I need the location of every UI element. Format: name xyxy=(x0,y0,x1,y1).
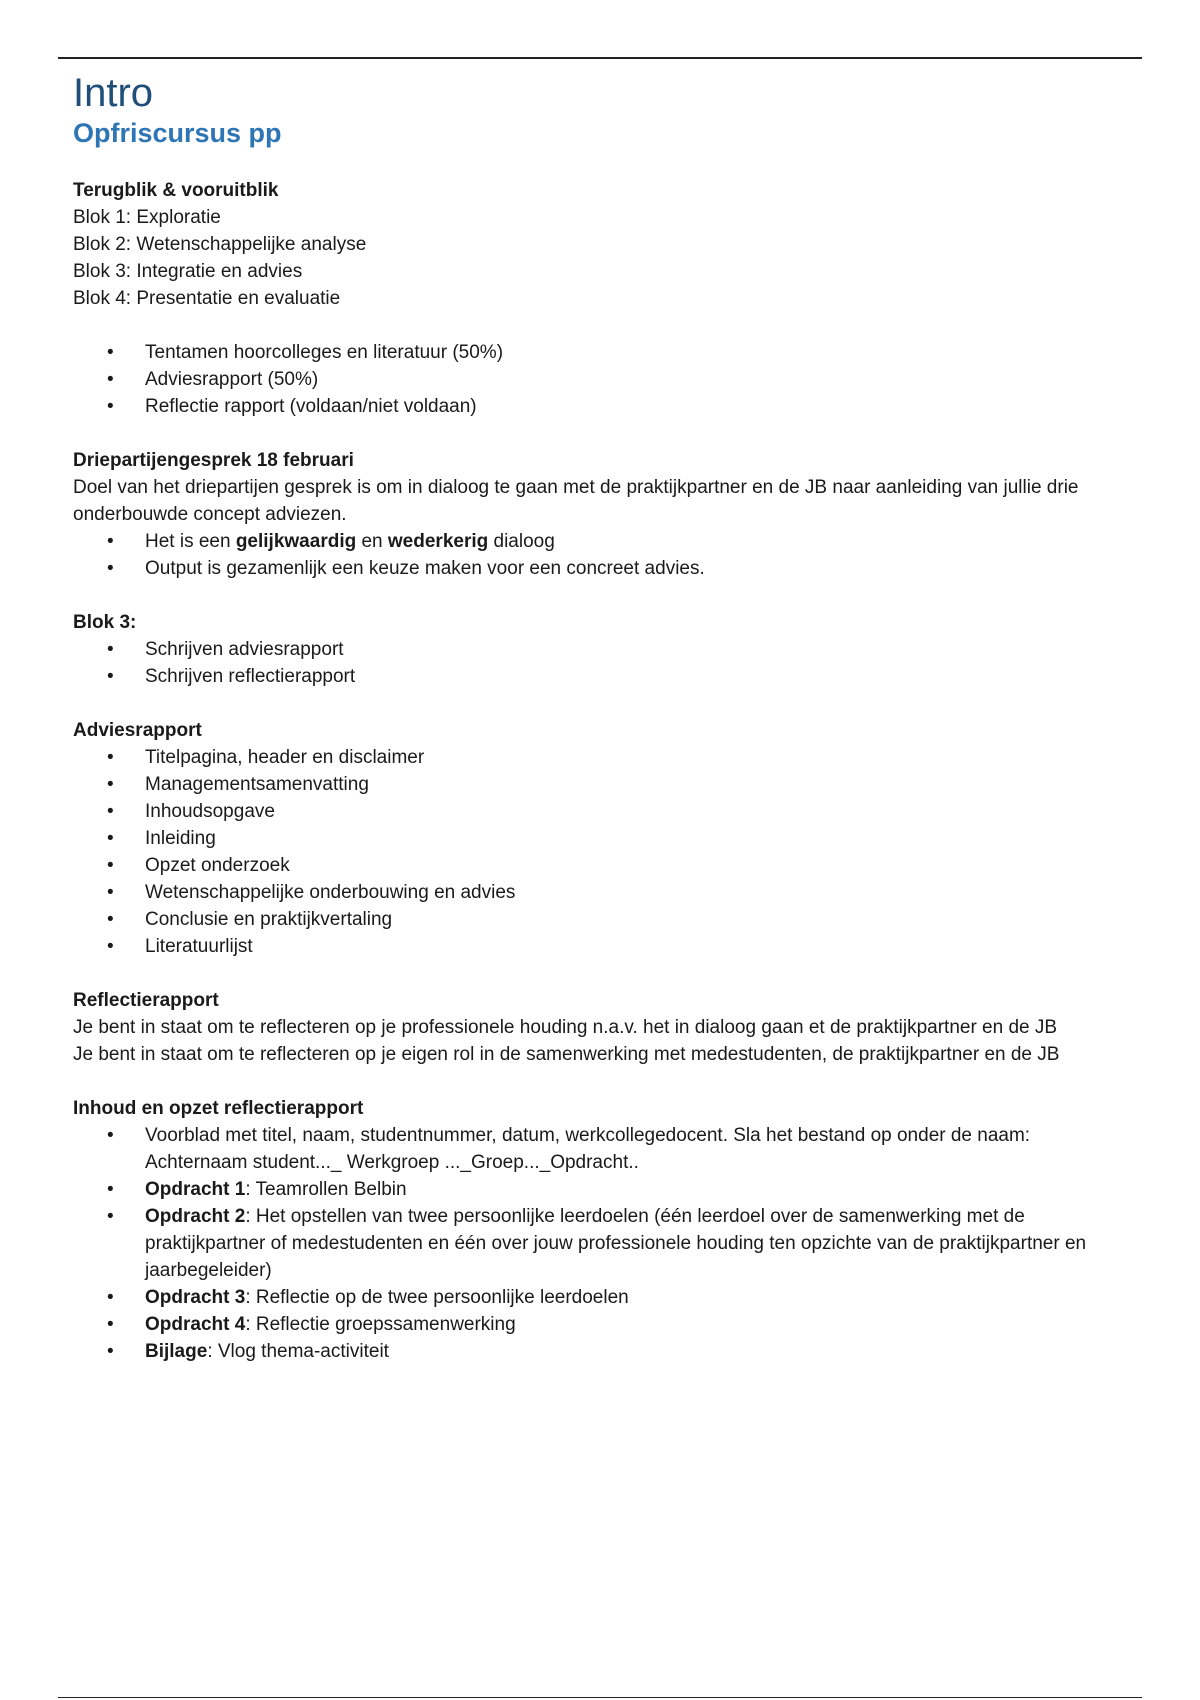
list-item: • Voorblad met titel, naam, studentnummer, datum, werkcollegedocent. Sla het bestand op onder de naam: Achternaam student..._ Werkgroep ..._Groep..._Opdracht.. xyxy=(73,1122,1123,1176)
list-item: • Inleiding xyxy=(73,825,1123,852)
list-item: • Inhoudsopgave xyxy=(73,798,1123,825)
list-item: • Opdracht 2: Het opstellen van twee persoonlijke leerdoelen (één leerdoel over de samenwerking met de praktijkpartner of medestudenten en één over jouw professionele houding ten opzichte van de praktijkpartner en jaarbegeleider) xyxy=(73,1203,1123,1284)
list-item: • Conclusie en praktijkvertaling xyxy=(73,906,1123,933)
blok-line: Blok 1: Exploratie xyxy=(73,207,221,228)
list-item: • Opzet onderzoek xyxy=(73,852,1123,879)
list-item: • Managementsamenvatting xyxy=(73,771,1123,798)
top-rule xyxy=(58,57,1142,59)
blok-line: Blok 4: Presentatie en evaluatie xyxy=(73,288,341,309)
blok3-list xyxy=(73,636,1123,690)
adviesrapport-list xyxy=(73,744,1123,960)
section-heading: Driepartijengesprek 18 februari xyxy=(73,450,354,471)
section-heading: Inhoud en opzet reflectierapport xyxy=(73,1098,364,1119)
section-driepartijengesprek xyxy=(73,447,1123,582)
section-terugblik xyxy=(73,177,1123,420)
section-adviesrapport xyxy=(73,717,1123,960)
document-page xyxy=(73,70,1123,1392)
section-heading: Blok 3: xyxy=(73,612,137,633)
list-item: • Schrijven adviesrapport xyxy=(73,636,1123,663)
list-item: • Titelpagina, header en disclaimer xyxy=(73,744,1123,771)
list-item: • Output is gezamenlijk een keuze maken voor een concreet advies. xyxy=(73,555,1123,582)
section-heading: Reflectierapport xyxy=(73,990,219,1011)
section-heading: Adviesrapport xyxy=(73,720,202,741)
list-item: • Wetenschappelijke onderbouwing en advies xyxy=(73,879,1123,906)
paragraph: Je bent in staat om te reflecteren op je professionele houding n.a.v. het in dialoog gaan et de praktijkpartner en de JB xyxy=(73,1017,1058,1038)
blok-line: Blok 2: Wetenschappelijke analyse xyxy=(73,234,367,255)
dialoog-list xyxy=(73,528,1123,582)
document-subtitle: Opfriscursus pp xyxy=(73,118,282,148)
list-item: • Schrijven reflectierapport xyxy=(73,663,1123,690)
list-item: • Opdracht 3: Reflectie op de twee persoonlijke leerdoelen xyxy=(73,1284,1123,1311)
section-blok3 xyxy=(73,609,1123,690)
list-item: • Opdracht 4: Reflectie groepssamenwerking xyxy=(73,1311,1123,1338)
assessment-list xyxy=(73,339,1123,420)
section-inhoud-reflectierapport xyxy=(73,1095,1123,1365)
list-item: • Opdracht 1: Teamrollen Belbin xyxy=(73,1176,1123,1203)
bottom-rule xyxy=(58,1697,1142,1698)
paragraph: Doel van het driepartijen gesprek is om in dialoog te gaan met de praktijkpartner en de JB naar aanleiding van jullie drie onderbouwde concept adviezen. xyxy=(73,477,1079,525)
paragraph: Je bent in staat om te reflecteren op je eigen rol in de samenwerking met medestudenten, de praktijkpartner en de JB xyxy=(73,1044,1060,1065)
blok-line: Blok 3: Integratie en advies xyxy=(73,261,303,282)
list-item: • Literatuurlijst xyxy=(73,933,1123,960)
list-item: • Tentamen hoorcolleges en literatuur (50%) xyxy=(73,339,1123,366)
inhoud-list xyxy=(73,1122,1123,1365)
list-item: • Reflectie rapport (voldaan/niet voldaan) xyxy=(73,393,1123,420)
section-heading: Terugblik & vooruitblik xyxy=(73,180,279,201)
document-title: Intro xyxy=(73,71,154,115)
list-item: • Bijlage: Vlog thema-activiteit xyxy=(73,1338,1123,1365)
list-item: • Het is een gelijkwaardig en wederkerig dialoog xyxy=(73,528,1123,555)
list-item: • Adviesrapport (50%) xyxy=(73,366,1123,393)
section-reflectierapport xyxy=(73,987,1123,1068)
